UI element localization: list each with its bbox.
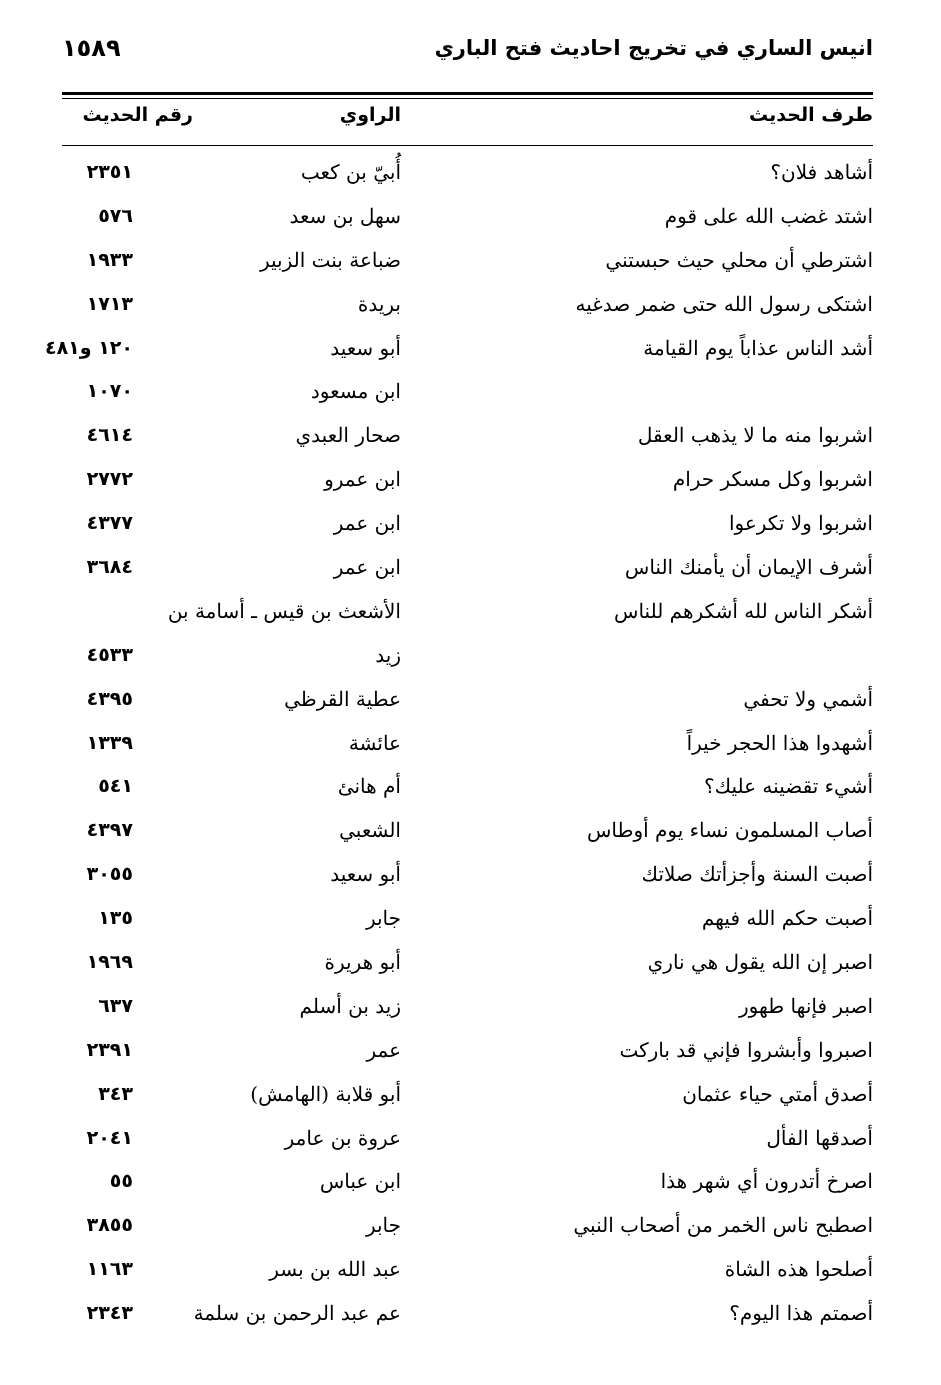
narrator-name: عمر: [366, 1037, 401, 1062]
hadith-number: ٤٥٣٣: [86, 643, 133, 666]
hadith-text: اشترطي أن محلي حيث حبستني: [605, 247, 873, 272]
table-row: [62, 1291, 873, 1335]
hadith-text: أصدق أمتي حياء عثمان: [682, 1081, 873, 1106]
table-row: [62, 940, 873, 984]
table-row: [62, 282, 873, 326]
narrator-name: بريدة: [357, 291, 401, 316]
hadith-number: ٢٣٩١: [86, 1038, 133, 1061]
table-row: [62, 984, 873, 1028]
narrator-name: زيد: [375, 642, 401, 667]
column-header-narrator: الراوي: [339, 104, 401, 126]
table-row: [62, 721, 873, 765]
hadith-number: ١٢٠ و٤٨١: [44, 336, 133, 359]
hadith-number: ١٩٣٣: [86, 248, 133, 271]
column-header-rule: [62, 145, 873, 146]
hadith-number: ٥٤١: [98, 775, 133, 798]
table-row: [62, 852, 873, 896]
hadith-number: ٣٦٨٤: [86, 556, 133, 579]
hadith-number: ٣٤٣: [98, 1082, 133, 1105]
hadith-text: أصمتم هذا اليوم؟: [729, 1301, 873, 1326]
table-row: [62, 457, 873, 501]
hadith-text: اشربوا وكل مسكر حرام: [672, 467, 873, 492]
narrator-name: أبو سعيد: [330, 862, 401, 887]
table-row: [62, 150, 873, 194]
hadith-number: ٥٧٦: [98, 204, 133, 227]
narrator-name: أبو قلابة (الهامش): [250, 1081, 401, 1106]
hadith-text: اشتكى رسول الله حتى ضمر صدغيه: [575, 291, 873, 316]
hadith-text: أصبت السنة وأجزأتك صلاتك: [641, 862, 873, 887]
hadith-number: ١٣٥: [98, 907, 133, 930]
hadith-text: أشاهد فلان؟: [770, 160, 873, 184]
narrator-name: الأشعث بن قيس ـ أسامة بن: [167, 598, 401, 623]
hadith-text: أشمي ولا تحفي: [743, 686, 873, 711]
hadith-number: ٢٠٤١: [86, 1126, 133, 1149]
narrator-name: ضباعة بنت الزبير: [259, 247, 401, 272]
hadith-text: اشتد غضب الله على قوم: [664, 203, 873, 228]
narrator-name: أُبيّ بن كعب: [300, 160, 401, 184]
hadith-number: ٤٣٧٧: [86, 512, 133, 535]
narrator-name: أم هانئ: [337, 774, 401, 799]
hadith-number: ١١٦٣: [86, 1258, 133, 1281]
narrator-name: ابن عمرو: [324, 467, 401, 492]
table-row: [62, 369, 873, 413]
hadith-number: ٤٦١٤: [86, 424, 133, 447]
narrator-name: عبد الله بن بسر: [269, 1257, 401, 1282]
hadith-number: ٣٠٥٥: [86, 863, 133, 886]
narrator-name: عطية القرظي: [284, 686, 401, 711]
table-row: [62, 1028, 873, 1072]
table-row: [62, 764, 873, 808]
header-rule-thin: [62, 98, 873, 99]
narrator-name: عروة بن عامر: [284, 1125, 401, 1150]
narrator-name: الشعبي: [339, 818, 401, 843]
hadith-number: ٢٣٤٣: [86, 1302, 133, 1325]
hadith-number: ١٧١٣: [86, 292, 133, 315]
table-row: [62, 194, 873, 238]
narrator-name: أبو سعيد: [330, 335, 401, 360]
table-row: [62, 501, 873, 545]
table-row: [62, 589, 873, 633]
hadith-number: ١٠٧٠: [86, 380, 133, 403]
table-row: [62, 633, 873, 677]
hadith-number: ٢٧٧٢: [86, 468, 133, 491]
hadith-text: أصبت حكم الله فيهم: [701, 906, 873, 931]
table-row: [62, 1116, 873, 1160]
hadith-number: ١٩٦٩: [86, 951, 133, 974]
hadith-text: أشد الناس عذاباً يوم القيامة: [643, 335, 873, 360]
table-row: [62, 413, 873, 457]
hadith-text: أشيء تقضينه عليك؟: [704, 774, 873, 799]
narrator-name: أبو هريرة: [324, 950, 401, 975]
hadith-text: أصلحوا هذه الشاة: [724, 1257, 873, 1282]
hadith-number: ٢٣٥١: [86, 161, 133, 183]
page-number: ١٥٨٩: [62, 34, 121, 62]
table-row: [62, 896, 873, 940]
hadith-index-table: [44, 150, 873, 1335]
hadith-number: ٤٣٩٧: [86, 819, 133, 842]
hadith-text: أصاب المسلمون نساء يوم أوطاس: [587, 818, 873, 843]
narrator-name: عم عبد الرحمن بن سلمة: [193, 1301, 401, 1326]
narrator-name: سهل بن سعد: [289, 203, 401, 228]
hadith-text: أصدقها الفأل: [766, 1125, 873, 1150]
table-row: [62, 808, 873, 852]
narrator-name: جابر: [365, 906, 401, 931]
table-row: [62, 1159, 873, 1203]
table-row: [62, 238, 873, 282]
table-row: [62, 677, 873, 721]
hadith-text: اصبروا وأبشروا فإني قد باركت: [619, 1037, 873, 1062]
narrator-name: عائشة: [348, 730, 401, 755]
narrator-name: صحار العبدي: [295, 423, 401, 448]
header-rule-thick: [62, 92, 873, 95]
table-row: [44, 326, 873, 370]
table-row: [62, 1072, 873, 1116]
narrator-name: ابن مسعود: [310, 379, 401, 404]
hadith-text: أشرف الإيمان أن يأمنك الناس: [624, 555, 873, 580]
table-row: [62, 1203, 873, 1247]
hadith-text: اصبر فإنها طهور: [739, 993, 873, 1018]
page-header: [62, 30, 873, 70]
hadith-number: ٤٣٩٥: [86, 687, 133, 710]
hadith-text: أشهدوا هذا الحجر خيراً: [686, 730, 873, 755]
hadith-number: ٥٥: [109, 1170, 133, 1193]
table-row: [62, 545, 873, 589]
hadith-text: اصرخ أتدرون أي شهر هذا: [660, 1169, 873, 1194]
hadith-number: ١٣٣٩: [86, 731, 133, 754]
narrator-name: زيد بن أسلم: [299, 993, 401, 1018]
book-title: انيس الساري في تخريج احاديث فتح الباري: [434, 36, 873, 60]
column-header-hadith: طرف الحديث: [749, 104, 873, 126]
column-header-number: رقم الحديث: [82, 104, 193, 126]
table-row: [62, 1247, 873, 1291]
hadith-number: ٦٣٧: [98, 994, 133, 1017]
narrator-name: ابن عمر: [333, 555, 401, 580]
narrator-name: ابن عباس: [319, 1169, 401, 1194]
hadith-text: اصبر إن الله يقول هي ناري: [647, 950, 873, 975]
narrator-name: ابن عمر: [333, 511, 401, 536]
hadith-text: اشربوا منه ما لا يذهب العقل: [637, 423, 873, 448]
hadith-text: أشكر الناس لله أشكرهم للناس: [614, 598, 873, 623]
narrator-name: جابر: [365, 1213, 401, 1238]
hadith-number: ٣٨٥٥: [86, 1214, 133, 1237]
hadith-text: اصطبح ناس الخمر من أصحاب النبي: [573, 1213, 873, 1238]
hadith-text: اشربوا ولا تكرعوا: [728, 511, 873, 536]
